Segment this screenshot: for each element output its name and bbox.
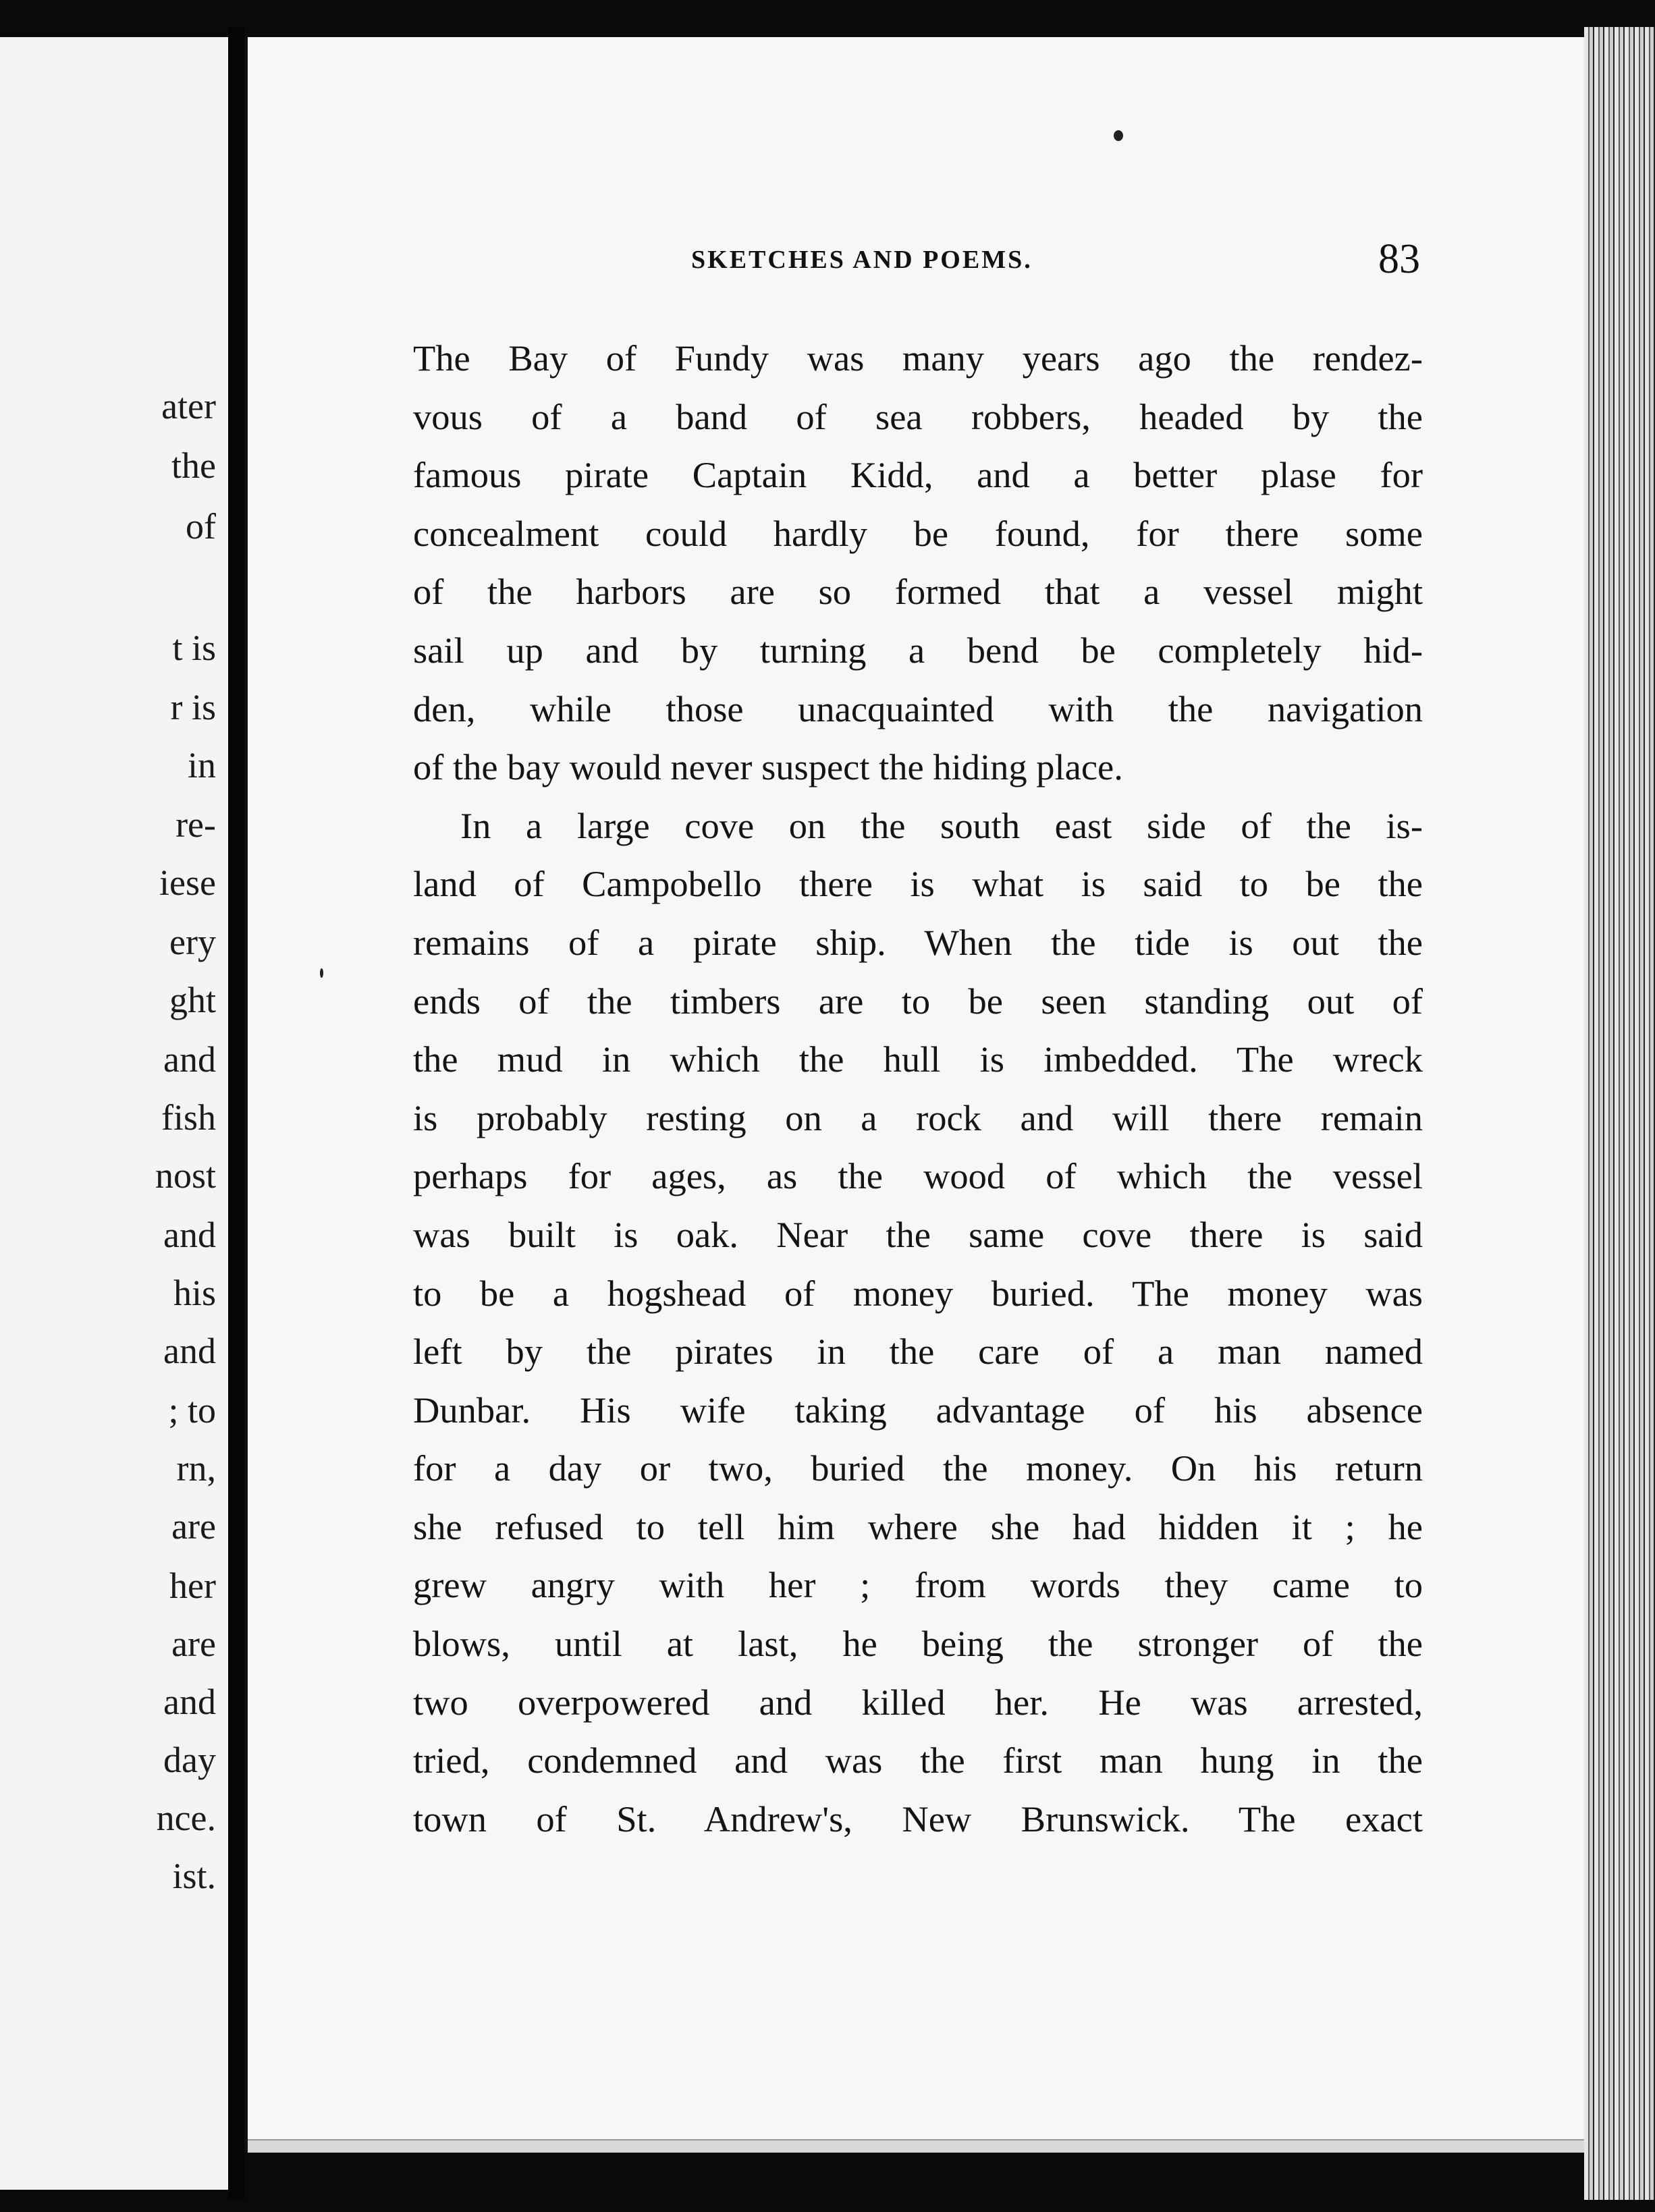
text-line: Dunbar. His wife taking advantage of his absence — [413, 1389, 1423, 1431]
left-page-line: ; to — [168, 1390, 216, 1431]
left-page-line: are — [171, 1624, 216, 1664]
left-page-line: and — [163, 1039, 216, 1080]
text-line: The Bay of Fundy was many years ago the rendez- — [413, 337, 1423, 379]
text-line: concealment could hardly be found, for there some — [413, 512, 1423, 554]
text-line: famous pirate Captain Kidd, and a better plase for — [413, 454, 1423, 496]
left-page-line: ater — [161, 386, 216, 426]
text-line: of the bay would never suspect the hiding place. — [413, 746, 1123, 788]
left-page-line: iese — [159, 862, 216, 903]
left-page-line: nce. — [156, 1798, 216, 1838]
left-page-line: are — [171, 1506, 216, 1547]
left-page-line: her — [169, 1566, 216, 1606]
page-header — [691, 236, 1420, 282]
page-edges — [1584, 27, 1655, 2200]
left-page-line: day — [163, 1740, 216, 1780]
text-line: perhaps for ages, as the wood of which the vessel — [413, 1155, 1423, 1197]
text-line: of the harbors are so formed that a vessel might — [413, 571, 1423, 613]
text-line: she refused to tell him where she had hidden it ; he — [413, 1505, 1423, 1547]
left-page-line: fish — [161, 1097, 216, 1138]
left-page-line: r is — [170, 687, 216, 727]
text-line: land of Campobello there is what is said to be the — [413, 863, 1423, 905]
left-page-line: nost — [155, 1155, 216, 1196]
text-line: town of St. Andrew's, New Brunswick. The exact — [413, 1798, 1423, 1840]
text-line: vous of a band of sea robbers, headed by the — [413, 395, 1423, 437]
text-line: sail up and by turning a bend be completely hid- — [413, 629, 1423, 671]
text-line: was built is oak. Near the same cove there is said — [413, 1213, 1423, 1255]
left-page-line: re- — [175, 804, 216, 845]
left-page-line: his — [173, 1273, 216, 1313]
page-number: 83 — [1378, 236, 1420, 282]
left-page-line: in — [187, 745, 216, 785]
left-page-line: rn, — [176, 1448, 216, 1489]
text-line: left by the pirates in the care of a man named — [413, 1331, 1423, 1373]
text-line: den, while those unacquainted with the navigation — [413, 688, 1423, 729]
text-line: blows, until at last, he being the stronger of the — [413, 1623, 1423, 1665]
ink-speck — [1114, 130, 1123, 141]
body-text — [413, 329, 1423, 1848]
text-line: the mud in which the hull is imbedded. The wreck — [413, 1039, 1423, 1080]
text-line: grew angry with her ; from words they came to — [413, 1564, 1423, 1606]
previous-page-fragment — [0, 37, 232, 2190]
left-page-line: and — [163, 1682, 216, 1722]
left-page-line: the — [171, 445, 216, 486]
left-page-line: and — [163, 1331, 216, 1371]
ink-speck — [320, 968, 323, 978]
left-page-line: t is — [172, 628, 216, 668]
left-page-line: ist. — [172, 1856, 216, 1896]
running-head: SKETCHES AND POEMS. — [691, 246, 1033, 274]
text-line: is probably resting on a rock and will there remain — [413, 1097, 1423, 1138]
text-line: tried, condemned and was the first man hung in the — [413, 1740, 1423, 1781]
book-gutter — [228, 27, 244, 2200]
text-line: two overpowered and killed her. He was arrested, — [413, 1681, 1423, 1723]
left-page-line: ery — [169, 922, 216, 962]
text-line: In a large cove on the south east side of the is- — [460, 804, 1423, 846]
left-page-line: and — [163, 1215, 216, 1255]
left-page-line: of — [186, 506, 216, 547]
left-page-line: ght — [169, 980, 216, 1020]
text-line: ends of the timbers are to be seen standing out of — [413, 980, 1423, 1022]
text-line: to be a hogshead of money buried. The money was — [413, 1272, 1423, 1314]
text-line: for a day or two, buried the money. On his return — [413, 1447, 1423, 1489]
text-line: remains of a pirate ship. When the tide is out the — [413, 921, 1423, 963]
